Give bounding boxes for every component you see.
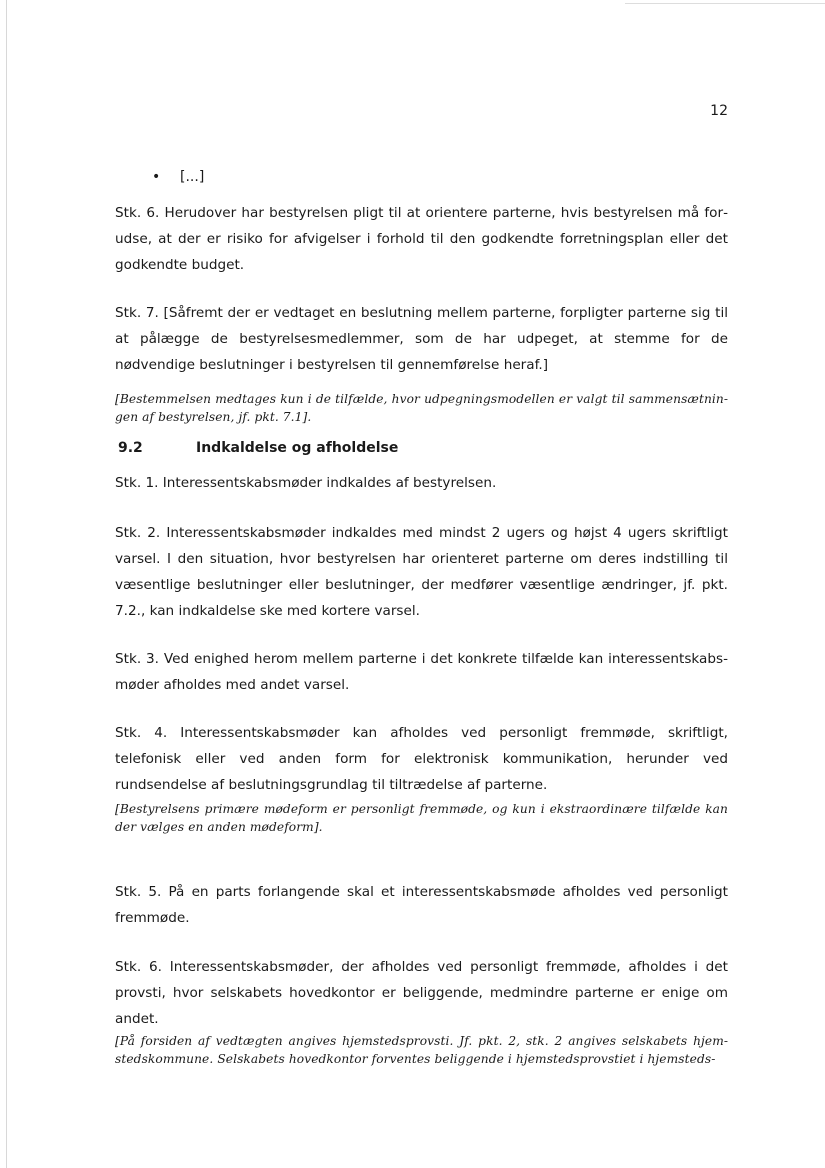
paragraph-stk5: Stk. 5. På en parts forlangende skal et interessentskabsmøde afholdes ved personligt fremmøde. xyxy=(115,884,728,926)
paragraph-stk6-top: Stk. 6. Herudover har bestyrelsen pligt til at orientere parterne, hvis bestyrelsen må forudse, at der er risiko for afvigelser i forhold til den godkendte forretningsplan eller det godkendte budget. xyxy=(115,205,728,273)
section-number: 9.2 xyxy=(118,440,143,456)
bullet-text: [...] xyxy=(180,169,205,185)
page-number: 12 xyxy=(710,103,728,119)
paragraph-stk7: Stk. 7. [Såfremt der er vedtaget en beslutning mellem parterne, forpligter parterne sig til at pålægge de bestyrelsesmedlemmer, som de har udpeget, at stemme for de nødvendige beslutninger i bestyrelsen til gennemførelse heraf.] xyxy=(115,305,728,373)
paragraph-stk3: Stk. 3. Ved enighed herom mellem parterne i det konkrete tilfælde kan interessentskabsmøder afholdes med andet varsel. xyxy=(115,651,728,693)
note-2: [Bestyrelsens primære mødeform er personligt fremmøde, og kun i ekstraordinære tilfælde kan der vælges en anden mødeform]. xyxy=(115,802,728,834)
section-title: Indkaldelse og afholdelse xyxy=(196,440,399,456)
note-1: [Bestemmelsen medtages kun i de tilfælde, hvor udpegningsmodellen er valgt til sammensætningen af bestyrelsen, jf. pkt. 7.1]. xyxy=(115,392,728,424)
bullet-item xyxy=(152,164,204,190)
section-heading xyxy=(118,440,398,456)
paragraph-stk6: Stk. 6. Interessentskabsmøder, der afholdes ved personligt fremmøde, afholdes i det provsti, hvor selskabets hovedkontor er beliggende, medmindre parterne er enige om andet. xyxy=(115,959,728,1027)
scan-edge xyxy=(6,0,7,1168)
paragraph-stk2: Stk. 2. Interessentskabsmøder indkaldes med mindst 2 ugers og højst 4 ugers skriftligt varsel. I den situation, hvor bestyrelsen har orienteret parterne om deres indstilling til væsentlige beslutninger eller beslutninger, der medfører væsentlige ændringer, jf. pkt. 7.2., kan indkaldelse ske med kortere varsel. xyxy=(115,525,728,619)
paragraph-stk4: Stk. 4. Interessentskabsmøder kan afholdes ved personligt fremmøde, skriftligt, telefonisk eller ved anden form for elektronisk kommunikation, herunder ved rundsendelse af beslutningsgrundlag til tiltrædelse af parterne. xyxy=(115,725,728,793)
bullet-icon: • xyxy=(152,169,161,185)
scan-line xyxy=(625,3,825,4)
note-3: [På forsiden af vedtægten angives hjemstedsprovsti. Jf. pkt. 2, stk. 2 angives selskabets hjemstedskommune. Selskabets hovedkontor forventes beliggende i hjemstedsprovstiet i hjemsteds- xyxy=(115,1034,728,1066)
paragraph-stk1: Stk. 1. Interessentskabsmøder indkaldes af bestyrelsen. xyxy=(115,475,497,491)
